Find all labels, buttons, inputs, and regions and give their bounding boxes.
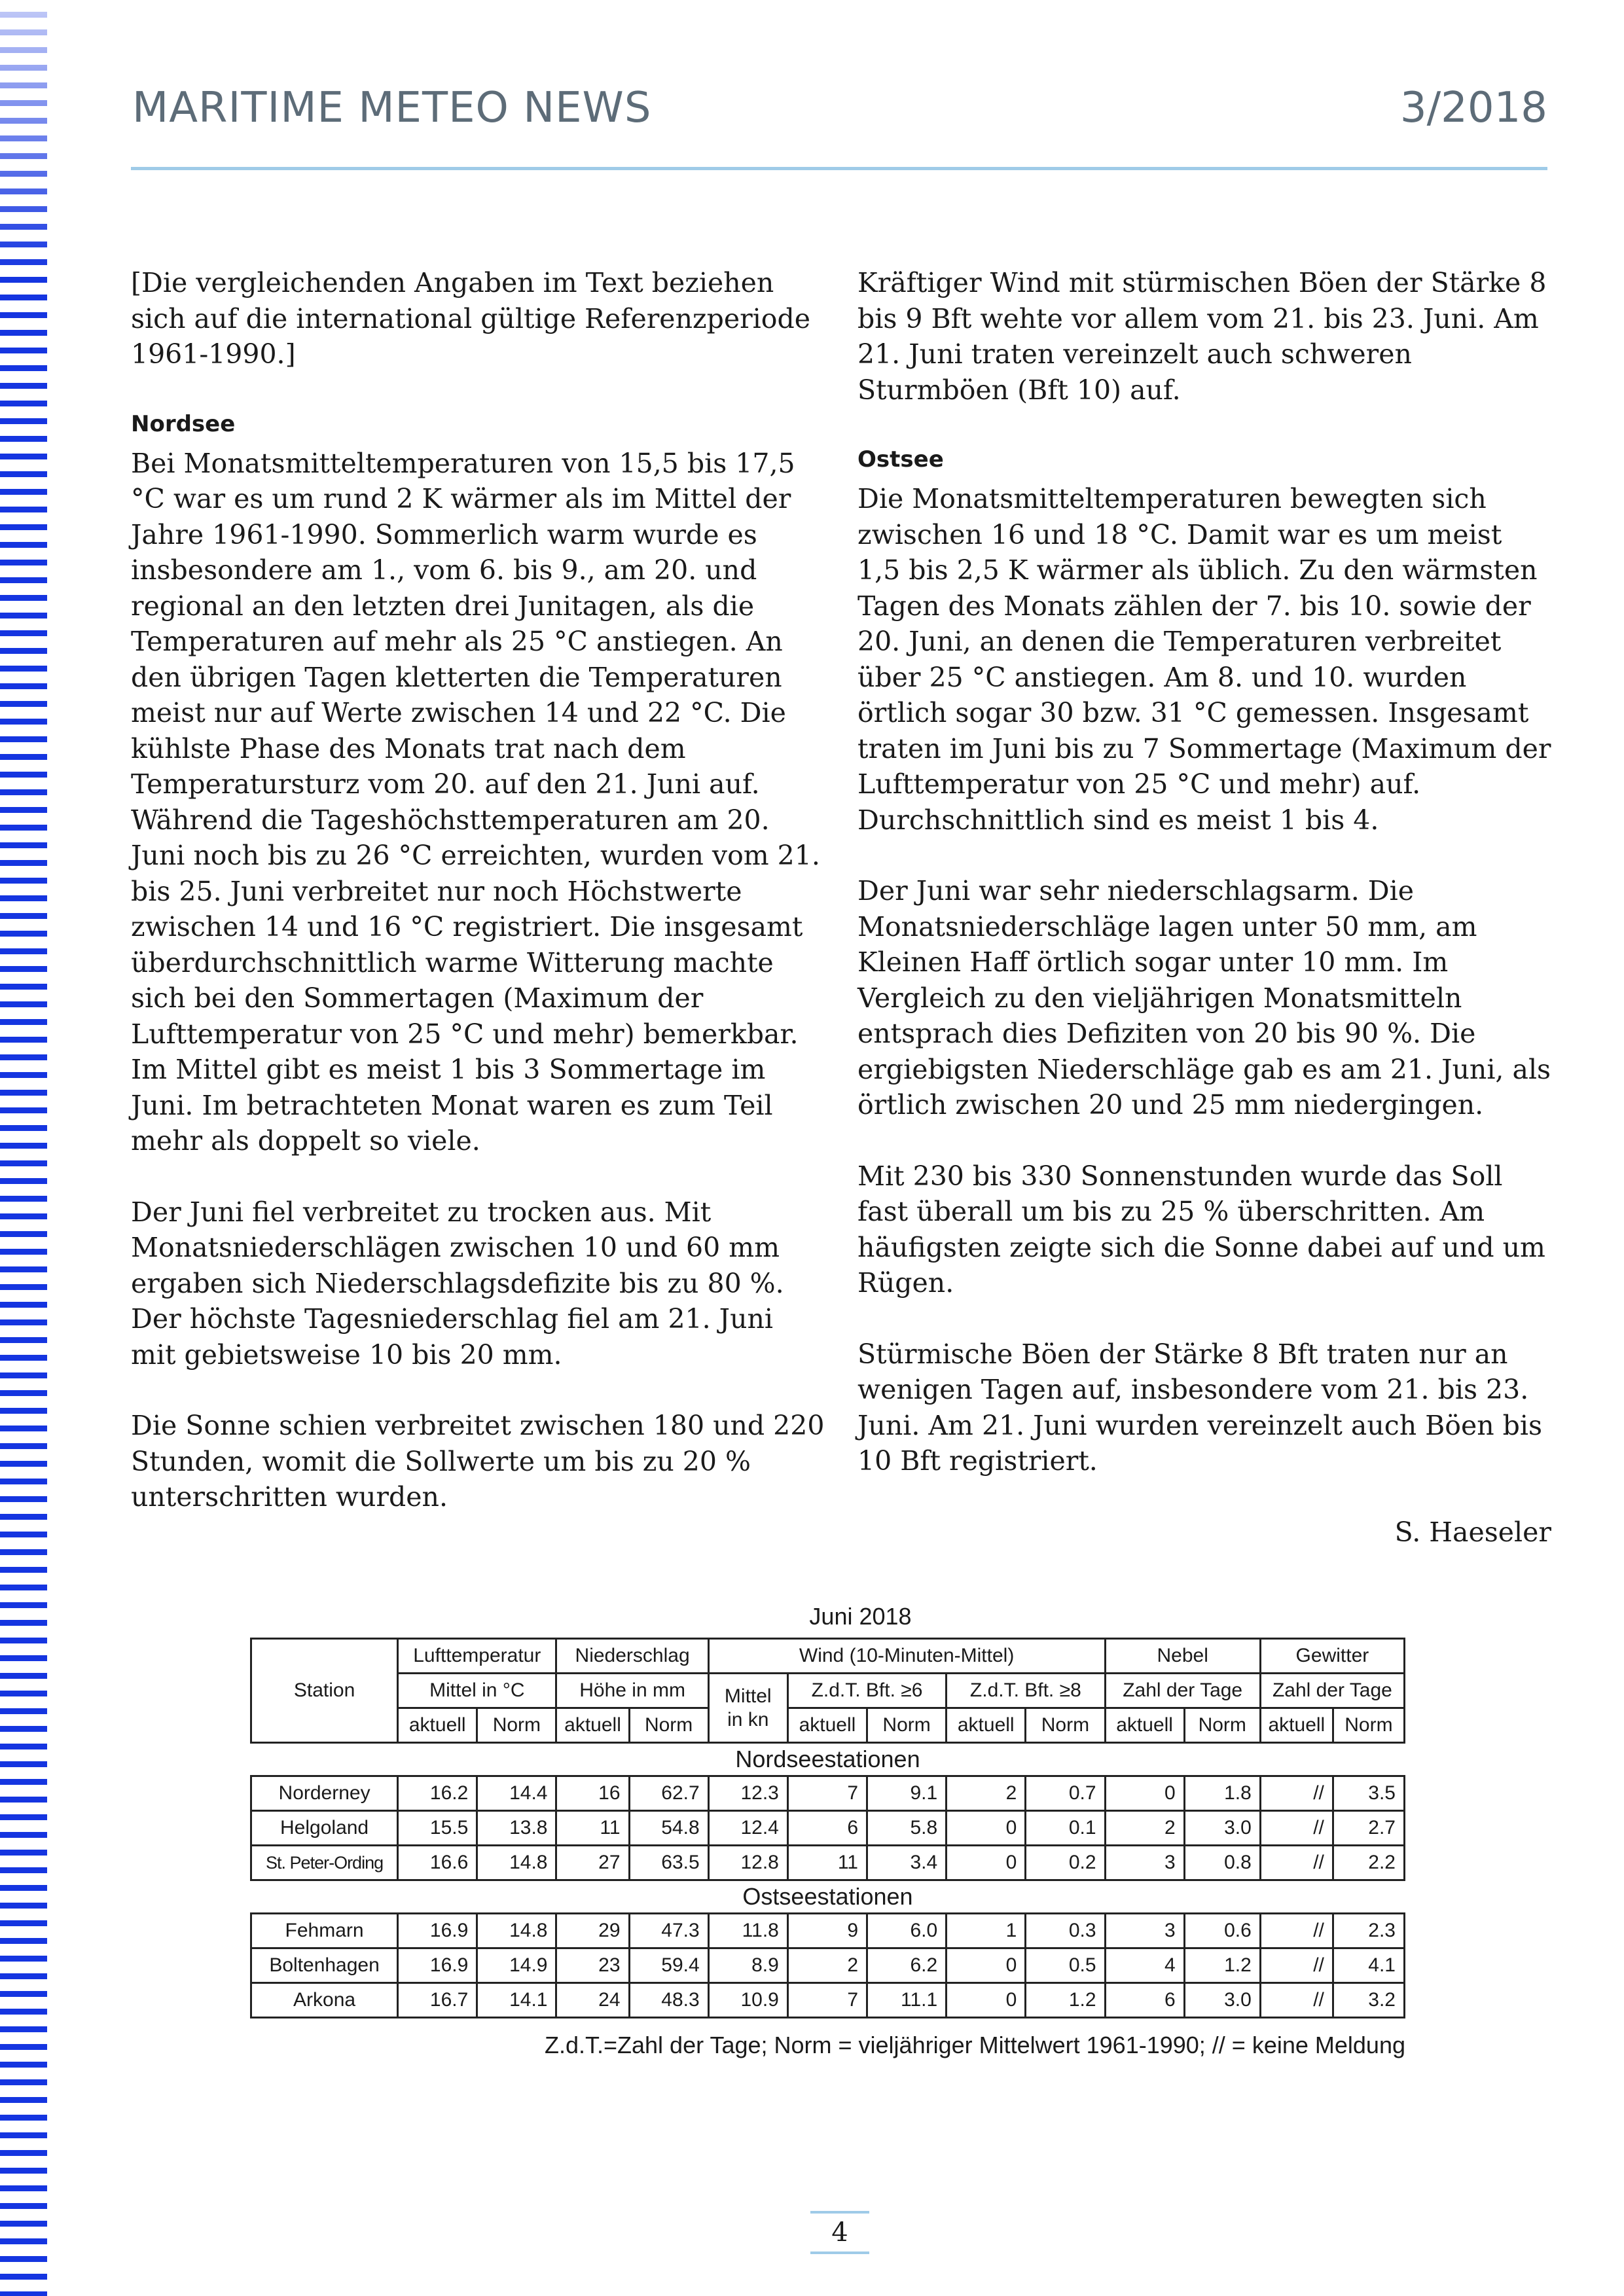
section-row-ostsee bbox=[251, 1880, 1405, 1914]
station-name: Fehmarn bbox=[251, 1914, 398, 1948]
section-label-ostseestationen: Ostseestationen bbox=[742, 1883, 913, 1910]
table-cell: 0 bbox=[947, 1846, 1026, 1880]
table-cell: 9 bbox=[787, 1914, 867, 1948]
table-cell: 3 bbox=[1105, 1846, 1184, 1880]
left-column bbox=[131, 265, 825, 1551]
table-cell: 0.1 bbox=[1026, 1811, 1105, 1846]
table-cell: 14.8 bbox=[477, 1846, 556, 1880]
table-cell: 0 bbox=[947, 1811, 1026, 1846]
header-aktuell: aktuell bbox=[398, 1708, 477, 1743]
table-header-row-1 bbox=[251, 1639, 1405, 1674]
table-header-row-3 bbox=[251, 1708, 1405, 1743]
header-aktuell: aktuell bbox=[1260, 1708, 1333, 1743]
ostsee-rows bbox=[251, 1914, 1405, 2018]
table-cell: 0 bbox=[947, 1983, 1026, 2018]
table-cell: 4 bbox=[1105, 1948, 1184, 1983]
table-cell: 2 bbox=[1105, 1811, 1184, 1846]
table-cell: 6.2 bbox=[867, 1948, 947, 1983]
table-cell: 62.7 bbox=[629, 1776, 708, 1811]
header-zahl-tage-nebel: Zahl der Tage bbox=[1105, 1674, 1260, 1708]
table-cell: 2.7 bbox=[1333, 1811, 1404, 1846]
section-label-nordseestationen: Nordseestationen bbox=[735, 1746, 920, 1772]
header-aktuell: aktuell bbox=[1105, 1708, 1184, 1743]
page-number: 4 bbox=[810, 2211, 869, 2254]
table-header-row-2 bbox=[251, 1674, 1405, 1708]
header-station: Station bbox=[251, 1639, 398, 1743]
table-cell: 59.4 bbox=[629, 1948, 708, 1983]
table-cell: 6.0 bbox=[867, 1914, 947, 1948]
table-cell: 12.4 bbox=[708, 1811, 787, 1846]
table-row bbox=[251, 1948, 1405, 1983]
table-cell: 4.1 bbox=[1333, 1948, 1404, 1983]
header-norm: Norm bbox=[867, 1708, 947, 1743]
header-lufttemperatur: Lufttemperatur bbox=[398, 1639, 556, 1674]
table-cell: 0.6 bbox=[1184, 1914, 1260, 1948]
table-row bbox=[251, 1811, 1405, 1846]
table-cell: 14.4 bbox=[477, 1776, 556, 1811]
table-cell: 48.3 bbox=[629, 1983, 708, 2018]
header-wind: Wind (10-Minuten-Mittel) bbox=[708, 1639, 1105, 1674]
table-cell: 16.9 bbox=[398, 1914, 477, 1948]
ostsee-paragraph-4: Stürmische Böen der Stärke 8 Bft traten nur an wenigen Tagen auf, insbesondere vom 21. bis 23. Juni. Am 21. Juni wurden vereinzelt auch Böen bis 10 Bft registriert. bbox=[857, 1338, 1543, 1477]
header-nebel: Nebel bbox=[1105, 1639, 1260, 1674]
table-cell: 2 bbox=[947, 1776, 1026, 1811]
table-cell: 47.3 bbox=[629, 1914, 708, 1948]
table-cell: 16 bbox=[556, 1776, 629, 1811]
table-cell: 0.7 bbox=[1026, 1776, 1105, 1811]
table-cell: 23 bbox=[556, 1948, 629, 1983]
header-divider bbox=[131, 167, 1547, 170]
station-name: Boltenhagen bbox=[251, 1948, 398, 1983]
table-cell: 2.2 bbox=[1333, 1846, 1404, 1880]
table-cell: 29 bbox=[556, 1914, 629, 1948]
table-cell: // bbox=[1260, 1948, 1333, 1983]
table-cell: // bbox=[1260, 1983, 1333, 2018]
right-column bbox=[857, 265, 1551, 1585]
table-cell: 0.8 bbox=[1184, 1846, 1260, 1880]
table-cell: 1 bbox=[947, 1914, 1026, 1948]
intro-paragraph: [Die vergleichenden Angaben im Text beziehen sich auf die international gültige Referenzperiode 1961-1990.] bbox=[131, 267, 810, 370]
wind-paragraph: Kräftiger Wind mit stürmischen Böen der Stärke 8 bis 9 Bft wehte vor allem vom 21. bis 23. Juni. Am 21. Juni traten vereinzelt auch schweren Sturmböen (Bft 10) auf. bbox=[857, 267, 1547, 406]
table-cell: 14.9 bbox=[477, 1948, 556, 1983]
section-heading-nordsee: Nordsee bbox=[131, 410, 236, 437]
table-cell: 3 bbox=[1105, 1914, 1184, 1948]
table-cell: // bbox=[1260, 1776, 1333, 1811]
ostsee-paragraph-2: Der Juni war sehr niederschlagsarm. Die Monatsniederschläge lagen unter 50 mm, am Kleinen Haff örtlich sogar unter 10 mm. Im Vergleich zu den vieljährigen Monatsmitteln entsprach dies Defiziten von 20 bis 90 %. Die ergiebigsten Niederschläge gab es am 21. Juni, als örtlich zwischen 20 und 25 mm niedergingen. bbox=[857, 875, 1551, 1121]
table-cell: 16.7 bbox=[398, 1983, 477, 2018]
climate-table bbox=[250, 1638, 1405, 2018]
nordsee-paragraph-2: Der Juni fiel verbreitet zu trocken aus. Mit Monatsniederschlägen zwischen 10 und 60 mm ergaben sich Niederschlagsdefizite bis zu 80 %. Der höchste Tagesniederschlag fiel am 21. Juni mit gebietsweise 10 bis 20 mm. bbox=[131, 1196, 784, 1371]
table-cell: 0.2 bbox=[1026, 1846, 1105, 1880]
header-niederschlag: Niederschlag bbox=[556, 1639, 708, 1674]
table-cell: 0 bbox=[1105, 1776, 1184, 1811]
header-norm: Norm bbox=[477, 1708, 556, 1743]
station-name: Norderney bbox=[251, 1776, 398, 1811]
table-cell: 63.5 bbox=[629, 1846, 708, 1880]
nordsee-paragraph-3: Die Sonne schien verbreitet zwischen 180 und 220 Stunden, womit die Sollwerte um bis zu 20 % unterschritten wurden. bbox=[131, 1410, 825, 1513]
nordsee-paragraph-1: Bei Monatsmitteltemperaturen von 15,5 bis 17,5 °C war es um rund 2 K wärmer als im Mittel der Jahre 1961-1990. Sommerlich warm wurde es insbesondere am 1., vom 6. bis 9., am 20. und regional an den letzten drei Junitagen, als die Temperaturen auf mehr als 25 °C anstiegen. An den übrigen Tagen kletterten die Temperaturen meist nur auf Werte zwischen 14 und 22 °C. Die kühlste Phase des Monats trat nach dem Temperatursturz vom 20. auf den 21. Juni auf. Während die Tageshöchsttemperaturen am 20. Juni noch bis zu 26 °C erreichten, wurden vom 21. bis 25. Juni verbreitet nur noch Höchstwerte zwischen 14 und 16 °C registriert. Die insgesamt überdurchschnittlich warme Witterung machte sich bei den Sommertagen (Maximum der Lufttemperatur von 25 °C und mehr) bemerkbar. Im Mittel gibt es meist 1 bis 3 Sommertage im Juni. Im betrachteten Monat waren es zum Teil mehr als doppelt so viele. bbox=[131, 447, 820, 1157]
decorative-stripe-bar bbox=[0, 0, 47, 2296]
climate-table-block bbox=[250, 1604, 1405, 2059]
table-cell: 11.1 bbox=[867, 1983, 947, 2018]
table-cell: 2.3 bbox=[1333, 1914, 1404, 1948]
table-cell: 54.8 bbox=[629, 1811, 708, 1846]
table-cell: 2 bbox=[787, 1948, 867, 1983]
stripe-fade bbox=[0, 0, 47, 275]
table-cell: // bbox=[1260, 1914, 1333, 1948]
header-gewitter: Gewitter bbox=[1260, 1639, 1404, 1674]
station-name: Arkona bbox=[251, 1983, 398, 2018]
header-zahl-tage-gewitter: Zahl der Tage bbox=[1260, 1674, 1404, 1708]
header-zdt-8: Z.d.T. Bft. ≥8 bbox=[947, 1674, 1105, 1708]
nordsee-rows bbox=[251, 1776, 1405, 1880]
header-norm: Norm bbox=[1184, 1708, 1260, 1743]
table-cell: 1.2 bbox=[1184, 1948, 1260, 1983]
table-cell: 7 bbox=[787, 1983, 867, 2018]
table-cell: 9.1 bbox=[867, 1776, 947, 1811]
table-cell: 15.5 bbox=[398, 1811, 477, 1846]
table-cell: 16.6 bbox=[398, 1846, 477, 1880]
table-cell: 24 bbox=[556, 1983, 629, 2018]
table-cell: 14.1 bbox=[477, 1983, 556, 2018]
table-cell: 16.2 bbox=[398, 1776, 477, 1811]
table-cell: 11 bbox=[556, 1811, 629, 1846]
header-zdt-6: Z.d.T. Bft. ≥6 bbox=[787, 1674, 946, 1708]
header-mittel-kn-line2: in kn bbox=[727, 1708, 769, 1731]
header-mittel-kn-line1: Mittel bbox=[724, 1685, 772, 1707]
section-row-nordsee bbox=[251, 1743, 1405, 1776]
table-cell: 0.3 bbox=[1026, 1914, 1105, 1948]
table-cell: 8.9 bbox=[708, 1948, 787, 1983]
table-cell: 10.9 bbox=[708, 1983, 787, 2018]
table-cell: 3.5 bbox=[1333, 1776, 1404, 1811]
table-row bbox=[251, 1776, 1405, 1811]
table-cell: 3.0 bbox=[1184, 1983, 1260, 2018]
header-mittel-c: Mittel in °C bbox=[398, 1674, 556, 1708]
table-cell: 11.8 bbox=[708, 1914, 787, 1948]
header-hoehe-mm: Höhe in mm bbox=[556, 1674, 708, 1708]
table-footnote: Z.d.T.=Zahl der Tage; Norm = vieljähriger Mittelwert 1961-1990; // = keine Meldung bbox=[544, 2032, 1405, 2058]
table-cell: 14.8 bbox=[477, 1914, 556, 1948]
ostsee-paragraph-1: Die Monatsmitteltemperaturen bewegten sich zwischen 16 und 18 °C. Damit war es um meist 1,5 bis 2,5 K wärmer als üblich. Zu den wärmsten Tagen des Monats zählen der 7. bis 10. sowie der 20. Juni, an denen die Temperaturen verbreitet über 25 °C anstiegen. Am 8. und 10. wurden örtlich sogar 30 bzw. 31 °C gemessen. Insgesamt traten im Juni bis zu 7 Sommertage (Maximum der Lufttemperatur von 25 °C und mehr) auf. Durchschnittlich sind es meist 1 bis 4. bbox=[857, 483, 1551, 836]
header-norm: Norm bbox=[1333, 1708, 1404, 1743]
table-row bbox=[251, 1914, 1405, 1948]
table-cell: 6 bbox=[787, 1811, 867, 1846]
table-cell: 1.8 bbox=[1184, 1776, 1260, 1811]
header-aktuell: aktuell bbox=[556, 1708, 629, 1743]
table-cell: 5.8 bbox=[867, 1811, 947, 1846]
table-cell: 7 bbox=[787, 1776, 867, 1811]
section-heading-ostsee: Ostsee bbox=[857, 446, 944, 473]
table-cell: 3.4 bbox=[867, 1846, 947, 1880]
table-cell: 3.0 bbox=[1184, 1811, 1260, 1846]
table-cell: 16.9 bbox=[398, 1948, 477, 1983]
table-cell: 0 bbox=[947, 1948, 1026, 1983]
issue-number: 3/2018 bbox=[1399, 84, 1547, 132]
ostsee-paragraph-3: Mit 230 bis 330 Sonnenstunden wurde das Soll fast überall um bis zu 25 % überschritten. Am häufigsten zeigte sich die Sonne dabei auf und um Rügen. bbox=[857, 1160, 1545, 1299]
table-cell: 13.8 bbox=[477, 1811, 556, 1846]
header-norm: Norm bbox=[629, 1708, 708, 1743]
header-aktuell: aktuell bbox=[947, 1708, 1026, 1743]
table-cell: 11 bbox=[787, 1846, 867, 1880]
table-cell: 12.3 bbox=[708, 1776, 787, 1811]
header-norm: Norm bbox=[1026, 1708, 1105, 1743]
station-name: Helgoland bbox=[251, 1811, 398, 1846]
table-cell: 27 bbox=[556, 1846, 629, 1880]
table-caption: Juni 2018 bbox=[809, 1603, 912, 1630]
newsletter-title: MARITIME METEO NEWS bbox=[132, 84, 652, 132]
table-cell: 0.5 bbox=[1026, 1948, 1105, 1983]
station-name: St. Peter-Ording bbox=[251, 1846, 398, 1880]
table-cell: // bbox=[1260, 1811, 1333, 1846]
table-cell: // bbox=[1260, 1846, 1333, 1880]
table-cell: 3.2 bbox=[1333, 1983, 1404, 2018]
table-row bbox=[251, 1983, 1405, 2018]
author-signature: S. Haeseler bbox=[1394, 1516, 1551, 1548]
table-cell: 6 bbox=[1105, 1983, 1184, 2018]
header-aktuell: aktuell bbox=[787, 1708, 867, 1743]
table-cell: 12.8 bbox=[708, 1846, 787, 1880]
header-mittel-kn bbox=[708, 1674, 787, 1743]
table-cell: 1.2 bbox=[1026, 1983, 1105, 2018]
table-row bbox=[251, 1846, 1405, 1880]
